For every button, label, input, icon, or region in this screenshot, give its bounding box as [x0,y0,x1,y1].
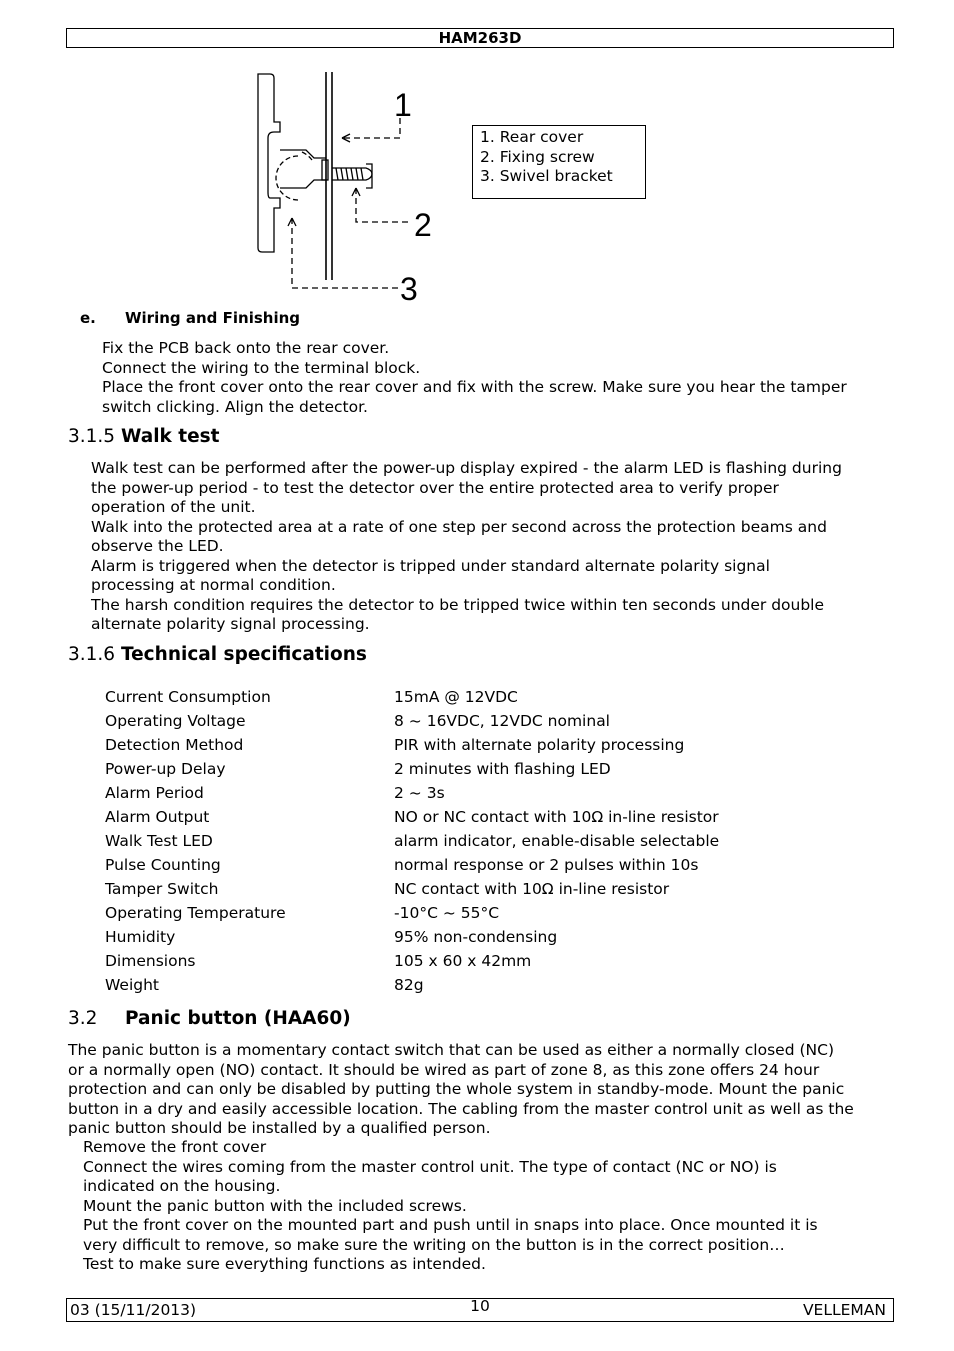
spec-value: 2 ~ 3s [394,784,445,802]
subsection-letter: e. [80,309,96,327]
callout-2: 2 [414,207,432,243]
spec-label: Alarm Period [105,784,204,802]
text-line: Remove the front cover [83,1138,267,1156]
section-heading-walk-test [68,426,220,447]
panic-button-steps [83,1138,818,1275]
section-heading-panic-button [68,1008,351,1029]
text-line: Mount the panic button with the included screws. [83,1196,467,1215]
table-row [105,903,805,927]
spec-label: Operating Temperature [105,904,286,922]
section-heading-tech-specs [68,644,367,665]
text-line: indicated on the housing. [83,1177,281,1195]
spec-value: alarm indicator, enable-disable selectable [394,832,720,850]
spec-label: Alarm Output [105,808,210,826]
spec-value: 8 ~ 16VDC, 12VDC nominal [394,712,610,730]
text-line: Test to make sure everything functions as intended. [83,1255,486,1273]
page-number: 10 [470,1297,490,1315]
walk-test-body [91,459,842,635]
panic-button-intro [68,1041,854,1139]
text-line: very difficult to remove, so make sure the writing on the button is in the correct position… [83,1235,785,1254]
table-row [105,927,805,951]
spec-value: normal response or 2 pulses within 10s [394,856,699,874]
text-line: Walk test can be performed after the power-up display expired - the alarm LED is flashing during [91,459,842,477]
spec-value: 95% non-condensing [394,928,558,946]
table-row [105,735,805,759]
text-line: alternate polarity signal processing. [91,615,370,633]
spec-label: Humidity [105,928,176,946]
text-line: Place the front cover onto the rear cover and fix with the screw. Make sure you hear the tamper [102,378,847,396]
subsection-heading-e [80,309,300,327]
legend-item: 2. Fixing screw [480,147,595,166]
spec-label: Operating Voltage [105,712,246,730]
table-row [105,783,805,807]
section-number: 3.2 [68,1008,98,1029]
wiring-instructions [102,339,847,417]
section-title: Technical specifications [120,644,367,665]
legend-item: 3. Swivel bracket [480,167,613,185]
text-line: Connect the wiring to the terminal block. [102,358,421,377]
text-line: Connect the wires coming from the master control unit. The type of contact (NC or NO) is [83,1157,777,1176]
spec-value: NC contact with 10Ω in-line resistor [394,880,670,898]
spec-value: 105 x 60 x 42mm [394,952,532,970]
text-line: the power-up period - to test the detector over the entire protected area to verify proper [91,478,779,497]
text-line: The panic button is a momentary contact switch that can be used as either a normally closed (NC) [68,1041,834,1059]
text-line: The harsh condition requires the detector to be tripped twice within ten seconds under double [91,595,825,614]
text-line: processing at normal condition. [91,576,336,594]
spec-value: 82g [394,976,424,994]
section-number: 3.1.5 [68,426,116,447]
table-row [105,807,805,831]
subsection-title: Wiring and Finishing [125,309,300,327]
footer-brand: VELLEMAN [802,1301,886,1319]
spec-label: Weight [105,976,160,994]
section-title: Panic button (HAA60) [125,1008,351,1029]
spec-value: PIR with alternate polarity processing [394,736,685,754]
figure-legend [472,125,646,199]
callout-1: 1 [394,87,412,123]
table-row [105,879,805,903]
spec-label: Power-up Delay [105,760,226,778]
table-row [105,975,805,999]
text-line: button in a dry and easily accessible location. The cabling from the master control unit as well as the [68,1099,854,1118]
spec-label: Pulse Counting [105,856,221,874]
text-line: Put the front cover on the mounted part and push until in snaps into place. Once mounted it is [83,1216,818,1234]
table-row [105,855,805,879]
text-line: operation of the unit. [91,498,256,516]
page-header: HAM263D [66,28,894,48]
text-line: switch clicking. Align the detector. [102,397,368,416]
footer-date: 03 (15/11/2013) [70,1301,197,1319]
spec-label: Detection Method [105,736,244,754]
mounting-diagram [240,60,460,305]
section-number: 3.1.6 [68,644,116,665]
spec-label: Current Consumption [105,688,271,706]
text-line: Walk into the protected area at a rate of one step per second across the protection beams and [91,517,827,536]
text-line: panic button should be installed by a qualified person. [68,1119,491,1137]
spec-label: Tamper Switch [105,880,219,898]
text-line: or a normally open (NO) contact. It should be wired as part of zone 8, as this zone offers 24 hour [68,1060,820,1079]
callout-3: 3 [400,271,418,305]
spec-value: -10°C ~ 55°C [394,904,500,922]
specs-table [105,687,805,999]
legend-item: 1. Rear cover [480,128,584,146]
text-line: Alarm is triggered when the detector is tripped under standard alternate polarity signal [91,556,770,575]
spec-value: 15mA @ 12VDC [394,688,518,706]
page-footer [66,1298,894,1322]
text-line: observe the LED. [91,537,224,555]
section-title: Walk test [120,426,220,447]
spec-label: Walk Test LED [105,832,213,850]
table-row [105,759,805,783]
table-row [105,687,805,711]
text-line: protection and can only be disabled by putting the whole system in standby-mode. Mount the panic [68,1080,845,1098]
table-row [105,831,805,855]
table-row [105,951,805,975]
text-line: Fix the PCB back onto the rear cover. [102,339,390,357]
spec-value: 2 minutes with flashing LED [394,760,611,778]
table-row [105,711,805,735]
spec-label: Dimensions [105,952,196,970]
spec-value: NO or NC contact with 10Ω in-line resistor [394,808,719,826]
